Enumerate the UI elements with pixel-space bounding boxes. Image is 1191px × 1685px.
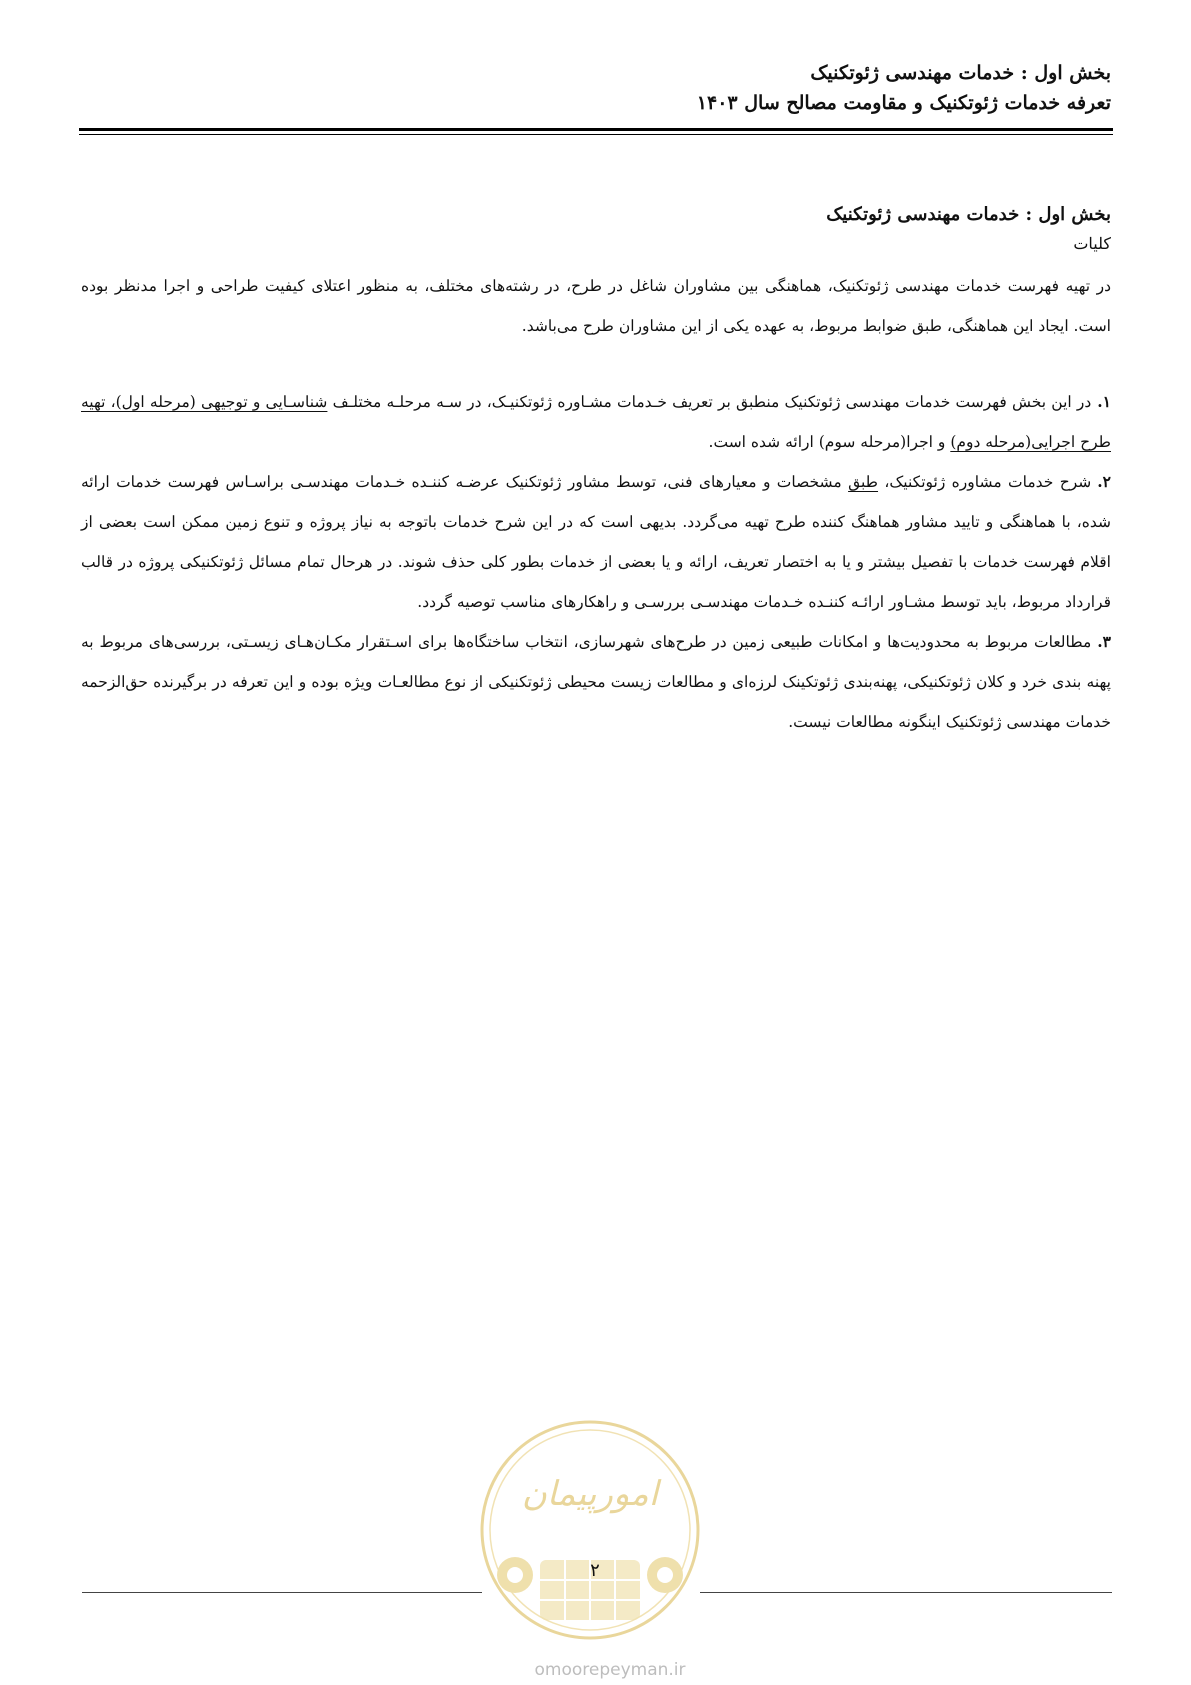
header-rule-thick bbox=[79, 128, 1113, 131]
underlined-text: شناسـایی و توجیهی (مرحله اول)، تهیه طرح اجرایی(مرحله دوم) bbox=[81, 393, 1111, 451]
footer-rule bbox=[700, 1592, 1112, 1593]
list-item-1 bbox=[81, 382, 1111, 462]
list-item-text-end: و اجرا(مرحله سوم) ارائه شده است. bbox=[708, 433, 951, 451]
header-rule-thin bbox=[79, 134, 1113, 135]
list-item-text-end: مشخصات و معیارهای فنی، توسط مشاور ژئوتکنیک عرضـه کننـده خـدمات مهندسـی براسـاس فهرست خدمات ارائه شده، با هماهنگی و تایید مشاور هماهنگ کننده طرح تهیه می‌گردد. بدیهی است که در این شرح خدمات باتوجه به نیاز پروژه و تنوع زمین ممکن است بعضی از اقلام فهرست خدمات با تفصیل بیشتر و یا به اختصار تعریف، ارائه و یا بعضی از خدمات بطور کلی حذف شوند. در هرحال تمام مسائل ژئوتکنیکی پروژه در قالب قرارداد مربوط، باید توسط مشـاور ارائـه کننـده خـدمات مهندسـی بررسـی و راهکارهای مناسب توصیه گردد. bbox=[81, 473, 1111, 611]
page-header bbox=[81, 58, 1111, 118]
page-number: ۲ bbox=[590, 1560, 600, 1581]
list-item-number: ۳. bbox=[1097, 632, 1111, 651]
list-item-number: ۱. bbox=[1097, 392, 1111, 411]
list-item-2 bbox=[81, 462, 1111, 622]
watermark-logo-text: امورپیمان bbox=[521, 1474, 659, 1514]
list-item-number: ۲. bbox=[1097, 472, 1111, 491]
footer-rule bbox=[82, 1592, 482, 1593]
watermark-url: omoorepeyman.ir bbox=[534, 1660, 686, 1680]
underlined-text: طبق bbox=[848, 473, 879, 491]
header-document-title: تعرفه خدمات ژئوتکنیک و مقاومت مصالح سال ۱۴۰۳ bbox=[696, 92, 1111, 114]
list-item-3 bbox=[81, 622, 1111, 742]
section-title: بخش اول : خدمات مهندسی ژئوتکنیک bbox=[826, 204, 1111, 225]
header-section-title: بخش اول : خدمات مهندسی ژئوتکنیک bbox=[810, 62, 1111, 84]
list-item-text: شرح خدمات مشاوره ژئوتکنیک، bbox=[878, 473, 1092, 491]
list-item-text: مطالعات مربوط به محدودیت‌ها و امکانات طبیعی زمین در طرح‌های شهرسازی، انتخاب ساختگاه‌ها برای اسـتقرار مکـان‌هـای زیسـتی، بررسی‌های مربوط به پهنه بندی خرد و کلان ژئوتکنیکی، پهنه‌بندی ژئوتکینک لرزه‌ای و مطالعات زیست محیطی ژئوتکنیکی از نوع مطالعـات ویژه بوده و این تعرفه در برگیرنده حق‌الزحمه خدمات مهندسی ژئوتکنیک اینگونه مطالعات نیست. bbox=[81, 633, 1111, 731]
section-subtitle: کلیات bbox=[1073, 234, 1111, 253]
intro-paragraph: در تهیه فهرست خدمات مهندسی ژئوتکنیک، هماهنگی بین مشاوران شاغل در طرح، در رشته‌های مختلف، به منظور اعتلای کیفیت طراحی و اجرا مدنظر بوده است. ایجاد این هماهنگی، طبق ضوابط مربوط، به عهده یکی از این مشاوران طرح می‌باشد. bbox=[81, 277, 1111, 335]
main-content bbox=[81, 200, 1111, 742]
watermark-logo bbox=[470, 1410, 710, 1650]
list-item-text: در این بخش فهرست خدمات مهندسی ژئوتکنیک منطبق بر تعریف خـدمات مشـاوره ژئوتکنیـک، در سـه مرحلـه مختلـف bbox=[327, 393, 1092, 411]
